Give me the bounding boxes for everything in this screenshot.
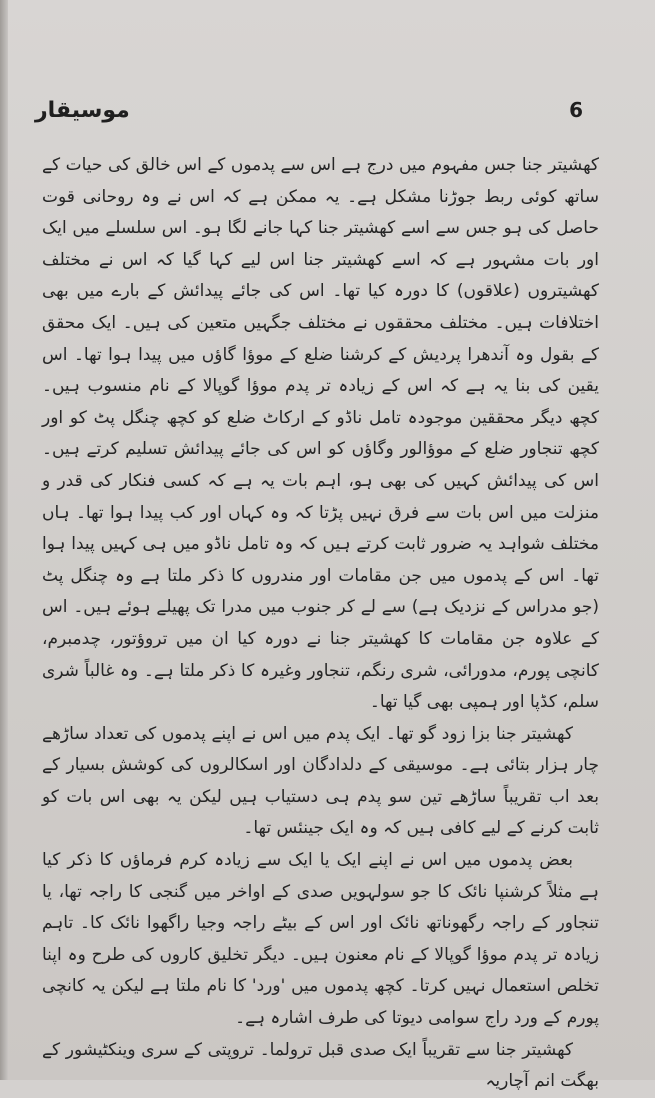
page-number: 6 xyxy=(569,98,583,122)
page-header xyxy=(35,98,583,132)
paragraph-3: بعض پدموں میں اس نے اپنے ایک یا ایک سے زیادہ کرم فرماؤں کا ذکر کیا ہے مثلاً کرشنپا نائک کا جو سولہویں صدی کے اواخر میں گنجی کا راجہ تھا، یا تنجاور کے راجہ رگھوناتھ نائک اور اس کے بیٹے راجہ وجیا راگھوا نائک کا۔ تاہم زیادہ تر پدم موؤا گوپالا کے نام معنون ہیں۔ دیگر تخلیق کاروں کی طرح وہ اپنا تخلص استعمال نہیں کرتا۔ کچھ پدموں میں 'ورد' کا نام ملتا ہے لیکن یہ کانچی پورم کے ورد راج سوامی دیوتا کی طرف اشارہ ہے۔ xyxy=(42,850,599,1029)
body-text xyxy=(42,150,599,1098)
page-binding-edge xyxy=(0,0,8,1080)
running-title: موسیقار xyxy=(35,98,130,123)
paragraph-1: کھشیتر جنا جس مفہوم میں درج ہے اس سے پدموں کے اس خالق کی حیات کے ساتھ کوئی ربط جوڑنا مشکل ہے۔ یہ ممکن ہے کہ اس نے وہ روحانی قوت حاصل کی ہو جس سے اسے کھشیتر جنا کہا جانے لگا ہو۔ اس سلسلے میں ایک اور بات مشہور ہے کہ اسے کھشیتر جنا اس لیے کہا گیا کہ اس نے مختلف کھشیتروں (علاقوں) کا دورہ کیا تھا۔ اس کی جائے پیدائش کے بارے میں بھی اختلافات ہیں۔ مختلف محققوں نے مختلف جگہیں متعین کی ہیں۔ ایک محقق کے بقول وہ آندھرا پردیش کے کرشنا ضلع کے موؤا گاؤں میں پیدا ہوا تھا۔ اس یقین کی بنا یہ ہے کہ اس کے زیادہ تر پدم موؤا گوپالا کے نام منسوب ہیں۔ کچھ دیگر محققین موجودہ تامل ناڈو کے ارکاٹ ضلع کو کچھ چنگل پٹ کو اور کچھ تنجاور ضلع کے موؤالور وگاؤں کو اس کی جائے پیدائش تسلیم کرتے ہیں۔ اس کی پیدائش کہیں کی بھی ہو، اہم بات یہ ہے کہ کسی فنکار کی قدر و منزلت میں اس بات سے فرق نہیں پڑتا کہ وہ کہاں اور کب پیدا ہوا تھا۔ ہاں مختلف شواہد یہ ضرور ثابت کرتے ہیں کہ وہ تامل ناڈو میں ہی کہیں پیدا ہوا تھا۔ اس کے پدموں میں جن مقامات اور مندروں کا ذکر ملتا ہے وہ چنگل پٹ (جو مدراس کے نزدیک ہے) سے لے کر جنوب میں مدرا تک پھیلے ہوئے ہیں۔ اس کے علاوہ جن مقامات کا کھشیتر جنا نے دورہ کیا ان میں تروؤتور، چدمبرم، کانچی پورم، مدورائی، شری رنگم، تنجاور وغیرہ کا ذکر ملتا ہے۔ وہ غالباً شری سلم، کڈپا اور ہمپی بھی گیا تھا۔ xyxy=(42,155,599,713)
paragraph-2: کھشیتر جنا بزا زود گو تھا۔ ایک پدم میں اس نے اپنے پدموں کی تعداد ساڑھے چار ہزار بتائی ہے۔ موسیقی کے دلدادگان اور اسکالروں کی کوشش بسیار کے بعد اب تقریباً ساڑھے تین سو پدم ہی دستیاب ہیں لیکن یہ بھی اس بات کو ثابت کرنے کے لیے کافی ہیں کہ وہ ایک جینئس تھا۔ xyxy=(42,723,599,839)
paragraph-4: کھشیتر جنا سے تقریباً ایک صدی قبل ترولما۔ تروپتی کے سری وینکٹیشور کے بھگت انم آچاریہ xyxy=(42,1039,599,1092)
